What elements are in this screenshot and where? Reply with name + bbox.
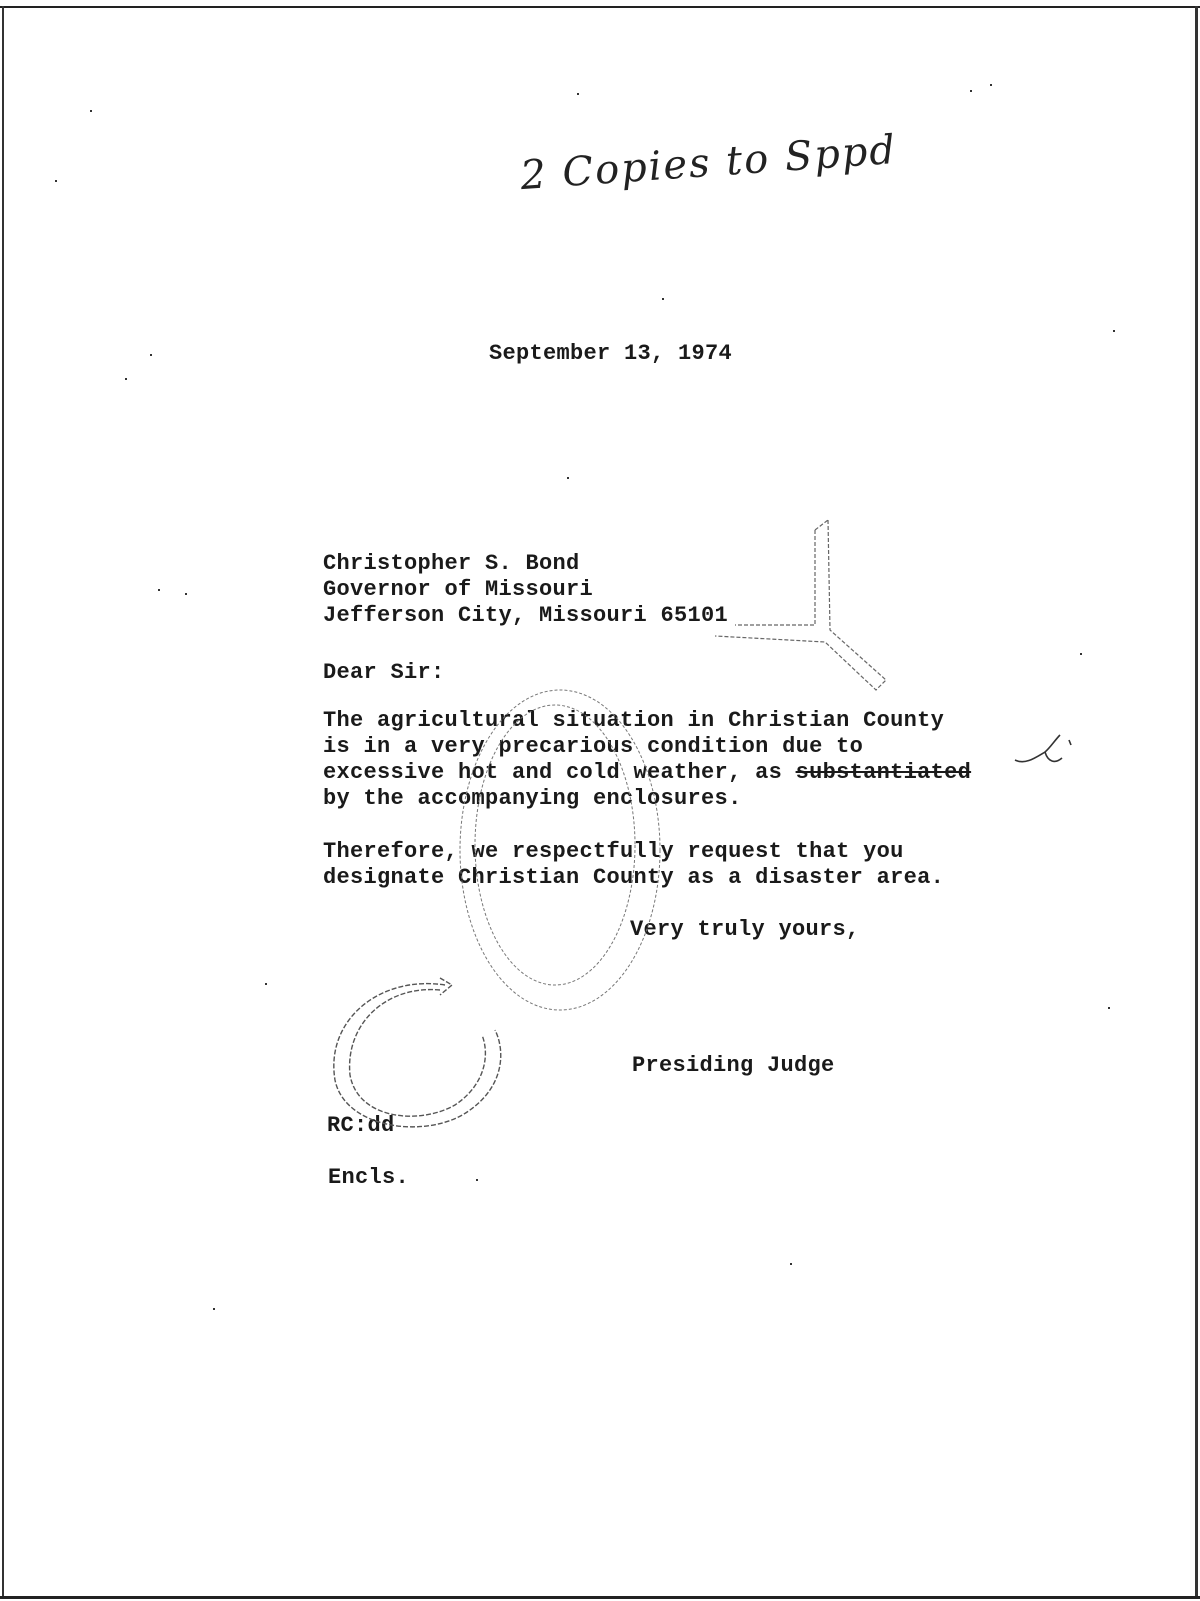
y-mark-icon [715, 520, 886, 690]
paragraph-2-line-2: designate Christian County as a disaster area. [323, 865, 945, 890]
left-border [2, 6, 4, 1598]
paragraph-1-line-3 [323, 760, 971, 786]
paper-specks [55, 84, 1115, 1310]
recipient-name: Christopher S. Bond [323, 551, 580, 576]
struck-word: substantiated [795, 760, 972, 785]
signature-title: Presiding Judge [632, 1053, 835, 1078]
recipient-title: Governor of Missouri [323, 577, 594, 602]
top-border [0, 6, 1200, 8]
margin-check-icon [1015, 735, 1071, 762]
recipient-address: Jefferson City, Missouri 65101 [323, 603, 729, 628]
reference-initials: RC:dd [327, 1113, 395, 1138]
enclosures-note: Encls. [328, 1165, 410, 1190]
handwritten-note: 2 Copies to Sppd [518, 126, 899, 200]
right-border [1195, 6, 1198, 1598]
paragraph-2-line-1: Therefore, we respectfully request that you [323, 839, 904, 864]
closing: Very truly yours, [630, 917, 860, 942]
paragraph-1-line-4: by the accompanying enclosures. [323, 786, 742, 811]
letter-date: September 13, 1974 [489, 341, 733, 366]
bottom-border [0, 1596, 1200, 1599]
paragraph-1-line-2: is in a very precarious condition due to [323, 734, 864, 759]
paragraph-1-line-3-text: excessive hot and cold weather, as [323, 760, 796, 785]
loop-arrow-icon [334, 978, 501, 1127]
paragraph-1-line-1: The agricultural situation in Christian County [323, 708, 945, 733]
salutation: Dear Sir: [323, 660, 445, 685]
